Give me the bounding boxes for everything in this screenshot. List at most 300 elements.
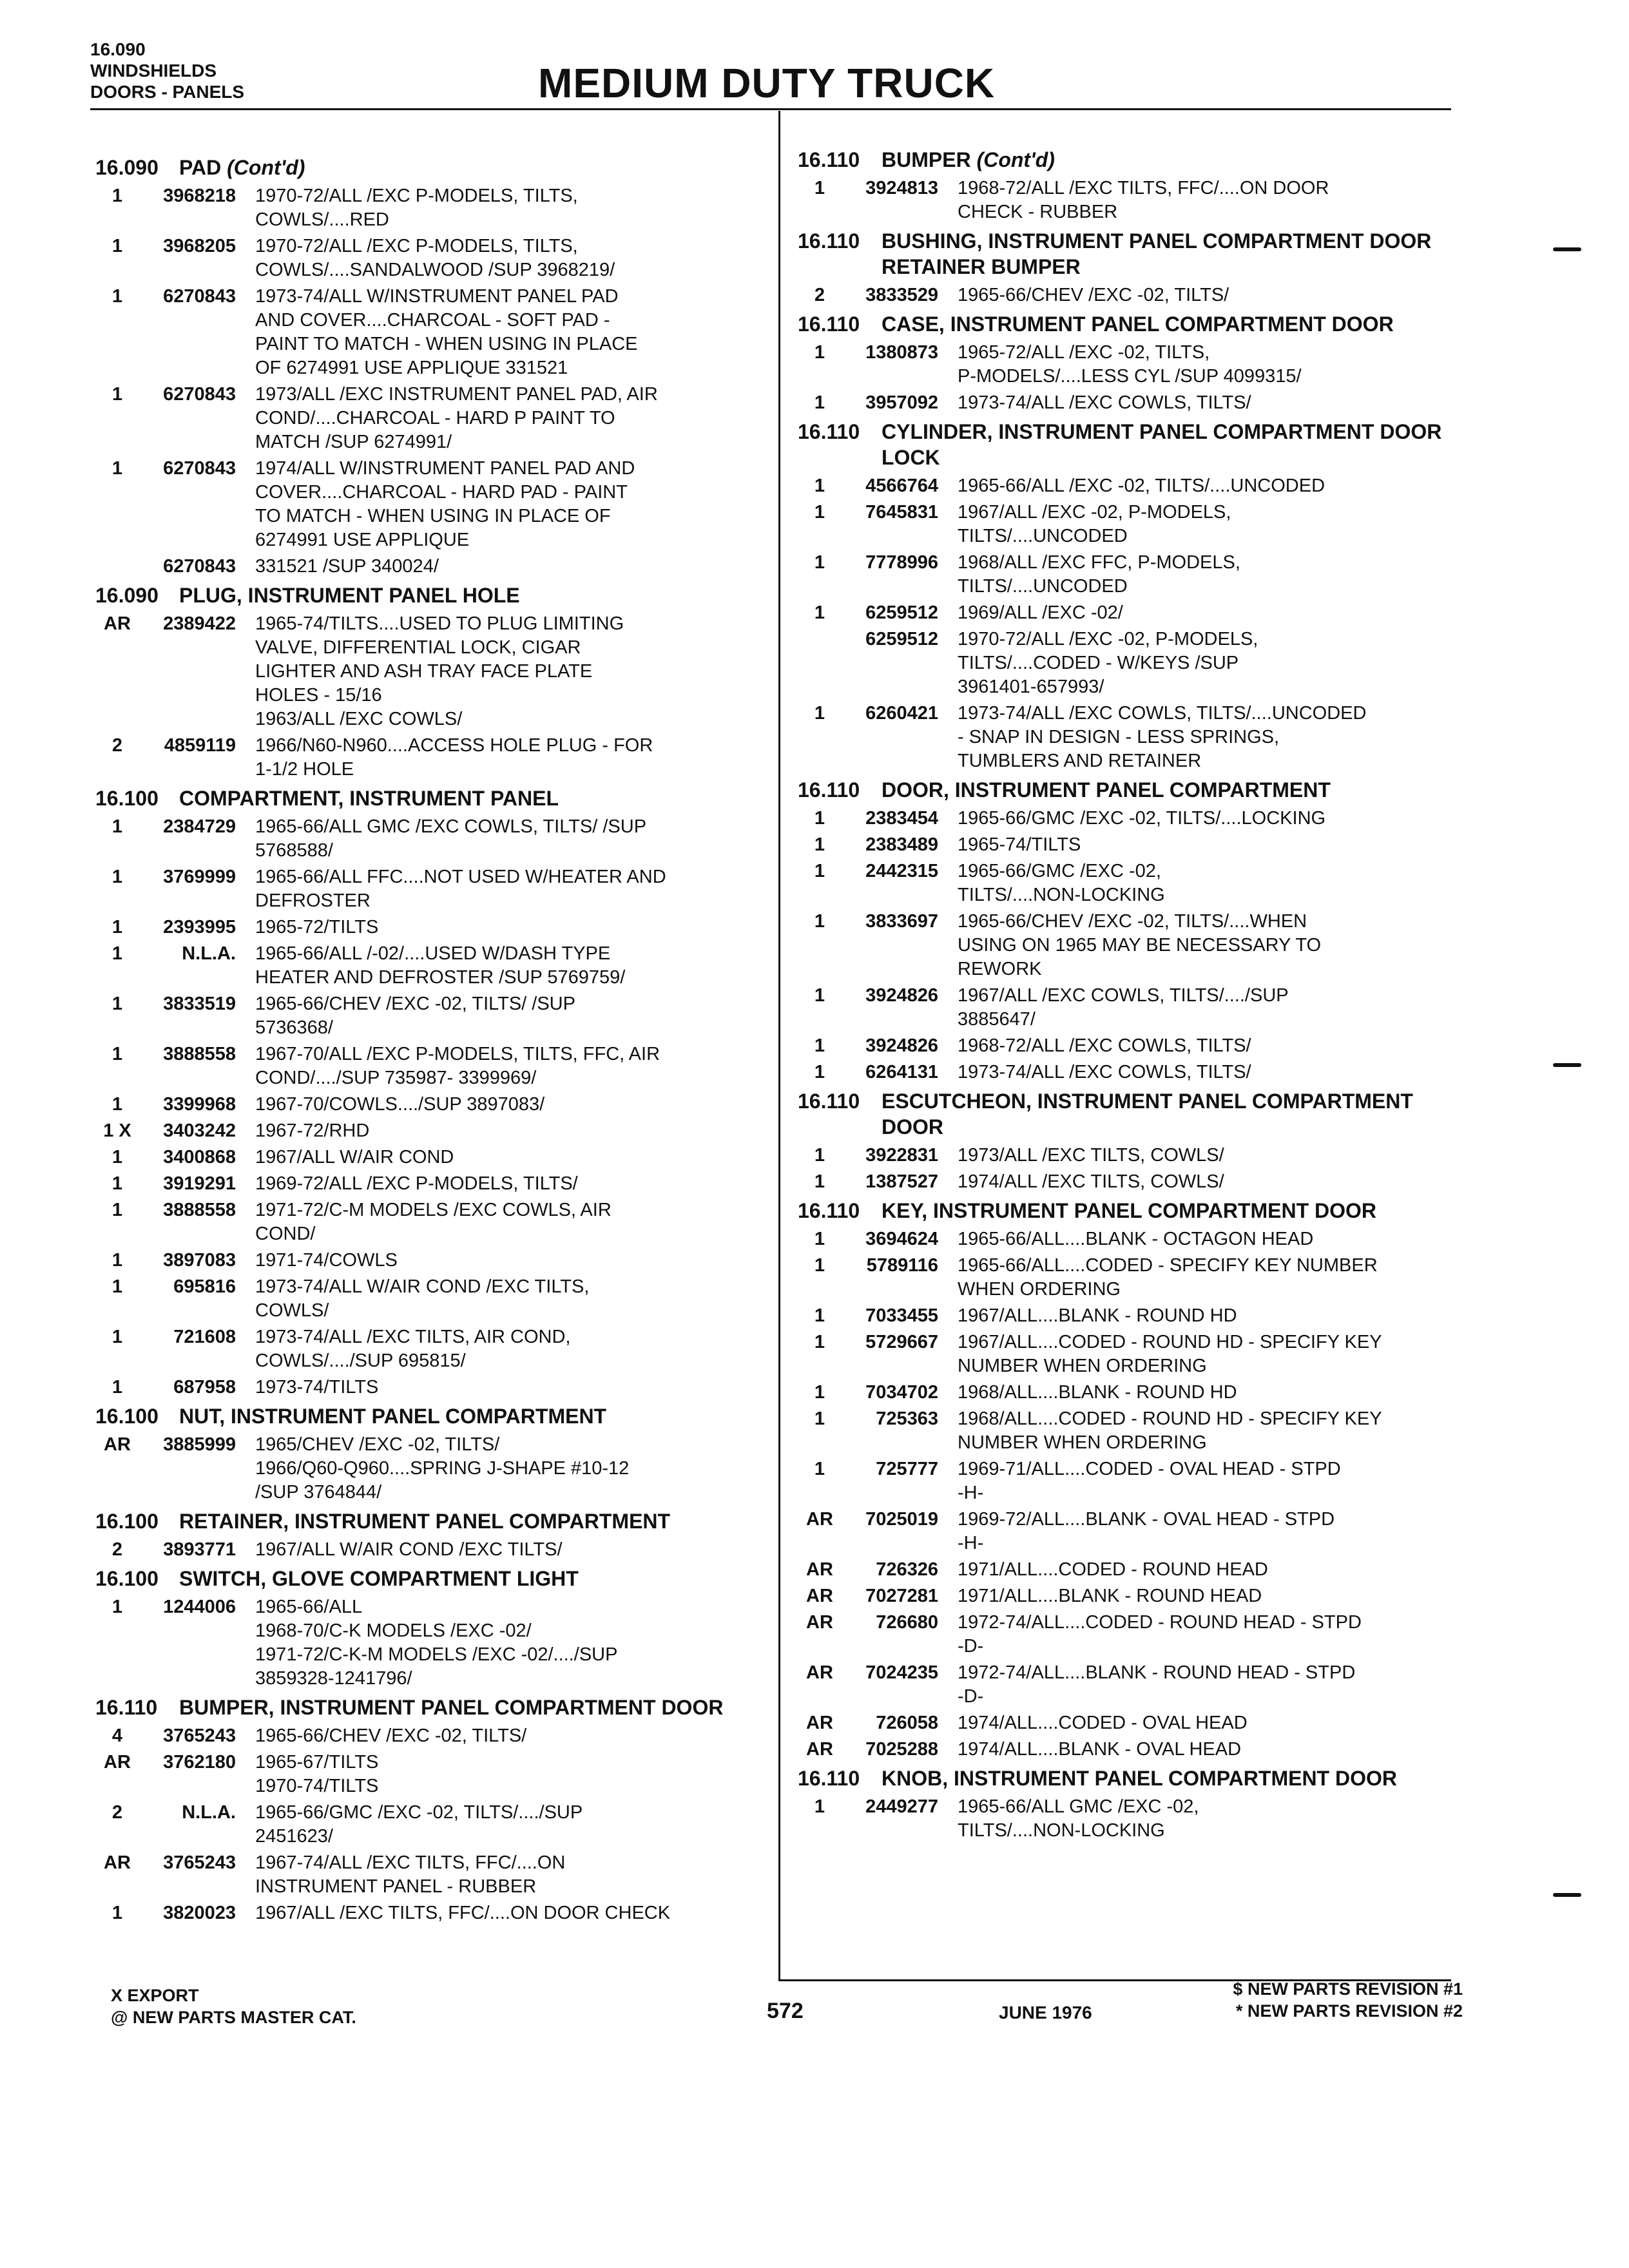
part-number: 7027281 <box>865 1586 938 1606</box>
header-category-line-2: DOORS - PANELS <box>90 82 245 102</box>
section-title: BUSHING, INSTRUMENT PANEL COMPARTMENT DOOR RETAINER BUMPER <box>882 229 1432 278</box>
part-qty: 1 <box>111 1276 123 1297</box>
part-row <box>798 628 1474 699</box>
section-code: 16.100 <box>95 1567 159 1590</box>
part-qty: 1 <box>111 1327 123 1347</box>
part-description: 1971/ALL....BLANK - ROUND HEAD <box>958 1586 1262 1606</box>
part-row <box>798 284 1474 307</box>
part-qty: 1 <box>111 1094 123 1115</box>
part-row <box>798 1144 1474 1168</box>
part-row <box>798 910 1474 981</box>
part-qty: 4 <box>111 1725 123 1746</box>
section-title: DOOR, INSTRUMENT PANEL COMPARTMENT <box>882 778 1331 802</box>
part-description: 1965-72/ALL /EXC -02, TILTS, P-MODELS/....LESS CYL /SUP 4099315/ <box>958 342 1302 387</box>
part-description: 1965-66/ALL....BLANK - OCTAGON HEAD <box>958 1229 1314 1249</box>
header-code: 16.090 <box>90 39 146 59</box>
part-qty: 1 <box>814 1408 825 1429</box>
part-number: 3769999 <box>163 867 236 887</box>
part-number: 3833697 <box>865 911 938 932</box>
part-description: 1965-74/TILTS....USED TO PLUG LIMITING VALVE, DIFFERENTIAL LOCK, CIGAR LIGHTER AND ASH TRAY FACE PLATE HOLES - 15/16 1963/ALL /EXC COWLS/ <box>255 613 624 729</box>
part-number: 2389422 <box>163 613 236 634</box>
part-description: 1973/ALL /EXC INSTRUMENT PANEL PAD, AIR COND/....CHARCOAL - HARD P PAINT TO MATCH /SUP 6274991/ <box>255 384 658 452</box>
section-code: 16.090 <box>95 584 159 607</box>
part-description: 1968-72/ALL /EXC TILTS, FFC/....ON DOOR CHECK - RUBBER <box>958 178 1329 222</box>
part-row <box>95 1751 772 1798</box>
part-row <box>798 1034 1474 1058</box>
section-code: 16.110 <box>798 229 860 253</box>
part-description: 1967/ALL....BLANK - ROUND HD <box>958 1305 1237 1326</box>
part-number: 5789116 <box>866 1255 938 1276</box>
part-qty: 1 <box>111 1147 123 1168</box>
header-category <box>90 39 244 102</box>
part-description: 1967-74/ALL /EXC TILTS, FFC/....ON INSTRUMENT PANEL - RUBBER <box>255 1852 566 1897</box>
part-number: 6270843 <box>163 556 236 577</box>
section-code: 16.090 <box>95 156 159 179</box>
part-row <box>798 1331 1474 1378</box>
part-qty: AR <box>104 1752 131 1773</box>
part-row <box>95 1595 772 1691</box>
catalog-section <box>798 1765 1474 1843</box>
section-title: KEY, INSTRUMENT PANEL COMPARTMENT DOOR <box>882 1199 1377 1222</box>
part-description: 1973-74/ALL W/AIR COND /EXC TILTS, COWLS/ <box>255 1276 590 1321</box>
part-row <box>95 1093 772 1117</box>
footer-date: JUNE 1976 <box>999 2003 1092 2023</box>
part-qty: 1 <box>814 342 825 363</box>
part-description: 1965-66/GMC /EXC -02, TILTS/..../SUP 2451623/ <box>255 1802 583 1847</box>
section-heading <box>798 1088 1474 1140</box>
part-description: 1973-74/ALL /EXC COWLS, TILTS/ <box>958 1062 1251 1082</box>
part-qty: 1 <box>111 917 123 937</box>
part-description: 331521 /SUP 340024/ <box>255 556 439 577</box>
part-qty: 1 <box>814 1229 825 1249</box>
part-qty: 2 <box>111 735 123 756</box>
part-number: 6260421 <box>865 703 938 724</box>
part-row <box>95 1801 772 1849</box>
part-number: 726326 <box>876 1559 938 1580</box>
part-number: 3694624 <box>865 1229 938 1249</box>
part-description: 1965-66/GMC /EXC -02, TILTS/....LOCKING <box>958 808 1326 829</box>
part-row <box>798 1795 1474 1843</box>
section-title: BUMPER <box>882 148 971 171</box>
part-qty: AR <box>806 1662 833 1683</box>
part-row <box>798 1558 1474 1582</box>
part-description: 1968/ALL /EXC FFC, P-MODELS, TILTS/....UNCODED <box>958 552 1240 597</box>
section-title: RETAINER, INSTRUMENT PANEL COMPARTMENT <box>179 1510 671 1533</box>
section-title: CYLINDER, INSTRUMENT PANEL COMPARTMENT DOOR LOCK <box>882 420 1442 469</box>
part-number: 3888558 <box>163 1200 236 1220</box>
part-description: 1965-67/TILTS 1970-74/TILTS <box>255 1752 379 1796</box>
footer-revision-1: $ NEW PARTS REVISION #1 <box>1233 1979 1463 1999</box>
section-code: 16.110 <box>798 778 860 802</box>
part-row <box>798 1407 1474 1455</box>
part-description: 1968/ALL....CODED - ROUND HD - SPECIFY KEY NUMBER WHEN ORDERING <box>958 1408 1382 1453</box>
part-number: 3820023 <box>163 1903 236 1923</box>
part-row <box>95 734 772 782</box>
part-number: 7025288 <box>865 1739 938 1760</box>
part-description: 1969-72/ALL /EXC P-MODELS, TILTS/ <box>255 1173 578 1194</box>
part-number: 2449277 <box>865 1796 938 1817</box>
part-row <box>95 1198 772 1246</box>
part-number: 3400868 <box>163 1147 236 1168</box>
part-row <box>798 1170 1474 1194</box>
part-number: 1244006 <box>163 1597 236 1617</box>
part-row <box>798 860 1474 907</box>
part-description: 1965-66/ALL /EXC -02, TILTS/....UNCODED <box>958 476 1325 496</box>
part-row <box>95 1249 772 1273</box>
part-qty <box>95 555 139 579</box>
section-title: ESCUTCHEON, INSTRUMENT PANEL COMPARTMENT DOOR <box>882 1090 1413 1139</box>
part-row <box>95 1901 772 1925</box>
part-row <box>95 1851 772 1899</box>
part-row <box>95 942 772 990</box>
section-heading <box>95 1403 772 1429</box>
section-code: 16.110 <box>798 420 860 443</box>
part-description: 1965-66/CHEV /EXC -02, TILTS/ <box>255 1725 527 1746</box>
margin-revision-mark <box>1553 247 1581 251</box>
part-qty: 1 <box>111 943 123 964</box>
section-title: NUT, INSTRUMENT PANEL COMPARTMENT <box>179 1405 607 1428</box>
section-heading <box>95 1508 772 1534</box>
part-row <box>798 1304 1474 1328</box>
part-row <box>798 984 1474 1032</box>
part-number: 725777 <box>876 1459 938 1479</box>
part-row <box>798 474 1474 498</box>
part-row <box>798 807 1474 831</box>
part-qty: AR <box>104 1434 131 1455</box>
footer-notes <box>111 1984 356 2028</box>
part-number: 2383454 <box>865 808 938 829</box>
part-description: 1974/ALL....CODED - OVAL HEAD <box>958 1713 1248 1733</box>
catalog-section <box>95 1566 772 1691</box>
part-number: 3968205 <box>163 236 236 256</box>
part-description: 1973-74/TILTS <box>255 1377 379 1398</box>
part-row <box>95 1119 772 1143</box>
part-number: 3968218 <box>163 186 236 206</box>
part-row <box>95 457 772 552</box>
section-heading <box>798 311 1474 337</box>
part-number: 6259512 <box>865 602 938 623</box>
part-row <box>95 235 772 282</box>
section-code: 16.100 <box>95 787 159 810</box>
footer-revision-2: * NEW PARTS REVISION #2 <box>1235 2001 1463 2021</box>
part-description: 1972-74/ALL....CODED - ROUND HEAD - STPD -D- <box>958 1612 1362 1657</box>
part-qty: 1 <box>814 808 825 829</box>
part-row <box>798 1457 1474 1505</box>
part-row <box>798 177 1474 224</box>
section-code: 16.110 <box>798 148 860 171</box>
catalog-section <box>95 785 772 1399</box>
part-row <box>798 1711 1474 1735</box>
part-row <box>95 1538 772 1562</box>
part-row <box>95 555 772 579</box>
part-number: 1387527 <box>865 1171 938 1192</box>
part-row <box>798 702 1474 773</box>
part-qty: AR <box>806 1612 833 1633</box>
margin-revision-mark <box>1553 1063 1581 1067</box>
section-code: 16.110 <box>798 1199 860 1222</box>
part-description: 1972-74/ALL....BLANK - ROUND HEAD - STPD -D- <box>958 1662 1356 1707</box>
part-row <box>798 341 1474 389</box>
part-qty: 2 <box>111 1539 123 1560</box>
section-heading <box>798 1765 1474 1791</box>
part-description: 1967-70/COWLS..../SUP 3897083/ <box>255 1094 545 1115</box>
section-heading <box>798 419 1474 470</box>
part-qty: 1 <box>814 985 825 1006</box>
part-description: 1970-72/ALL /EXC -02, P-MODELS, TILTS/....CODED - W/KEYS /SUP 3961401-657993/ <box>958 629 1258 697</box>
part-qty: 1 <box>111 816 123 837</box>
part-description: 1965/CHEV /EXC -02, TILTS/ 1966/Q60-Q960....SPRING J-SHAPE #10-12 /SUP 3764844/ <box>255 1434 630 1503</box>
page-title: MEDIUM DUTY TRUCK <box>538 60 996 106</box>
part-description: 1970-72/ALL /EXC P-MODELS, TILTS, COWLS/....RED <box>255 186 578 230</box>
part-qty: 1 <box>814 1062 825 1082</box>
part-number: 7033455 <box>865 1305 938 1326</box>
part-qty: AR <box>104 613 131 634</box>
section-heading <box>95 1695 772 1720</box>
part-description: 1965-72/TILTS <box>255 917 379 937</box>
footer-catalog-note: @ NEW PARTS MASTER CAT. <box>111 2008 356 2027</box>
part-description: 1967/ALL W/AIR COND /EXC TILTS/ <box>255 1539 563 1560</box>
part-number: 3924826 <box>865 1035 938 1056</box>
part-row <box>798 833 1474 857</box>
part-qty: 1 <box>111 186 123 206</box>
section-title: PAD <box>179 156 222 179</box>
part-number: 3833519 <box>163 994 236 1014</box>
part-number: 3765243 <box>163 1725 236 1746</box>
part-description: 1965-66/GMC /EXC -02, TILTS/....NON-LOCKING <box>958 861 1165 905</box>
part-description: 1971-72/C-M MODELS /EXC COWLS, AIR COND/ <box>255 1200 612 1244</box>
section-heading <box>95 155 772 180</box>
part-qty: 2 <box>814 285 825 305</box>
catalog-section <box>798 777 1474 1084</box>
part-number: 2442315 <box>865 861 938 881</box>
part-qty: 1 <box>814 552 825 573</box>
footer-revisions <box>1166 1978 1463 2022</box>
section-heading <box>798 147 1474 173</box>
part-number: 3833529 <box>865 285 938 305</box>
part-qty: 1 <box>814 178 825 198</box>
part-qty: 1 <box>814 861 825 881</box>
catalog-section <box>798 419 1474 773</box>
part-number: 2384729 <box>163 816 236 837</box>
catalog-section <box>798 147 1474 224</box>
part-number: 3957092 <box>865 392 938 413</box>
part-number: N.L.A. <box>182 943 236 964</box>
section-title: COMPARTMENT, INSTRUMENT PANEL <box>179 787 559 810</box>
part-number: 726058 <box>876 1713 938 1733</box>
section-code: 16.110 <box>798 1090 860 1113</box>
part-row <box>95 1724 772 1748</box>
part-qty: 1 <box>111 1044 123 1064</box>
part-description: 1974/ALL /EXC TILTS, COWLS/ <box>958 1171 1224 1192</box>
part-qty: 1 <box>111 286 123 307</box>
part-description: 1967-70/ALL /EXC P-MODELS, TILTS, FFC, AIR COND/..../SUP 735987- 3399969/ <box>255 1044 660 1088</box>
section-code: 16.100 <box>95 1510 159 1533</box>
part-qty: 1 <box>111 994 123 1014</box>
part-description: 1967/ALL /EXC -02, P-MODELS, TILTS/....UNCODED <box>958 502 1231 546</box>
part-number: 3888558 <box>163 1044 236 1064</box>
part-row <box>798 501 1474 548</box>
part-description: 1970-72/ALL /EXC P-MODELS, TILTS, COWLS/....SANDALWOOD /SUP 3968219/ <box>255 236 615 280</box>
part-number: 695816 <box>173 1276 236 1297</box>
part-description: 1965-74/TILTS <box>958 834 1081 855</box>
part-qty: 1 <box>814 1171 825 1192</box>
part-row <box>798 1227 1474 1251</box>
part-description: 1965-66/ALL 1968-70/C-K MODELS /EXC -02/ 1971-72/C-K-M MODELS /EXC -02/..../SUP 3859328-1241796/ <box>255 1597 618 1689</box>
part-number: 3922831 <box>865 1145 938 1166</box>
part-description: 1967/ALL W/AIR COND <box>255 1147 454 1168</box>
section-title: CASE, INSTRUMENT PANEL COMPARTMENT DOOR <box>882 312 1394 336</box>
part-number: N.L.A. <box>182 1802 236 1823</box>
catalog-section <box>798 228 1474 307</box>
part-description: 1973-74/ALL /EXC COWLS, TILTS/....UNCODED - SNAP IN DESIGN - LESS SPRINGS, TUMBLERS AND RETAINER <box>958 703 1367 771</box>
section-title: SWITCH, GLOVE COMPARTMENT LIGHT <box>179 1567 579 1590</box>
part-row <box>798 1584 1474 1608</box>
catalog-section <box>95 155 772 579</box>
part-qty: 1 <box>111 1597 123 1617</box>
section-code: 16.110 <box>798 1767 860 1790</box>
part-row <box>798 1381 1474 1405</box>
part-description: 1967/ALL /EXC TILTS, FFC/....ON DOOR CHECK <box>255 1903 671 1923</box>
part-qty: AR <box>104 1852 131 1873</box>
part-row <box>95 1043 772 1090</box>
section-title: PLUG, INSTRUMENT PANEL HOLE <box>179 584 520 607</box>
part-qty: 1 <box>814 1145 825 1166</box>
catalog-section <box>95 1403 772 1504</box>
part-number: 2393995 <box>163 917 236 937</box>
header-category-line-1: WINDSHIELDS <box>90 61 217 81</box>
part-row <box>95 992 772 1040</box>
catalog-section <box>798 311 1474 415</box>
part-description: 1973-74/ALL W/INSTRUMENT PANEL PAD AND COVER....CHARCOAL - SOFT PAD - PAINT TO MATCH - WHEN USING IN PLACE OF 6274991 USE APPLIQUE 331521 <box>255 286 638 378</box>
section-title: BUMPER, INSTRUMENT PANEL COMPARTMENT DOOR <box>179 1696 724 1719</box>
catalog-section <box>95 1695 772 1925</box>
part-row <box>95 184 772 232</box>
part-description: 1965-66/ALL GMC /EXC COWLS, TILTS/ /SUP 5768588/ <box>255 816 647 861</box>
part-description: 1965-66/ALL /-02/....USED W/DASH TYPE HEATER AND DEFROSTER /SUP 5769759/ <box>255 943 626 988</box>
section-code: 16.110 <box>95 1696 158 1719</box>
part-number: 3919291 <box>163 1173 236 1194</box>
section-heading <box>798 777 1474 803</box>
section-suffix: (Cont'd) <box>976 148 1055 171</box>
part-number: 3924826 <box>865 985 938 1006</box>
part-number: 6259512 <box>865 629 938 649</box>
part-number: 3885999 <box>163 1434 236 1455</box>
part-description: 1965-66/CHEV /EXC -02, TILTS/....WHEN USING ON 1965 MAY BE NECESSARY TO REWORK <box>958 911 1322 979</box>
part-qty: 1 X <box>103 1120 131 1141</box>
part-row <box>95 1146 772 1169</box>
part-description: 1969/ALL /EXC -02/ <box>958 602 1123 623</box>
section-heading <box>95 1566 772 1591</box>
part-row <box>798 601 1474 625</box>
part-description: 1965-66/CHEV /EXC -02, TILTS/ <box>958 285 1229 305</box>
part-row <box>798 391 1474 415</box>
part-qty: 1 <box>814 911 825 932</box>
part-number: 3893771 <box>163 1539 236 1560</box>
part-number: 721608 <box>173 1327 236 1347</box>
part-qty: 1 <box>111 1200 123 1220</box>
part-number: 3897083 <box>163 1250 236 1271</box>
part-description: 1966/N60-N960....ACCESS HOLE PLUG - FOR 1-1/2 HOLE <box>255 735 653 780</box>
part-description: 1971-74/COWLS <box>255 1250 398 1271</box>
catalog-section <box>95 1508 772 1562</box>
part-qty: AR <box>806 1739 833 1760</box>
part-row <box>95 383 772 454</box>
part-number: 3762180 <box>163 1752 236 1773</box>
part-qty: 1 <box>111 236 123 256</box>
part-row <box>95 285 772 380</box>
catalog-section <box>798 1088 1474 1194</box>
part-description: 1967/ALL /EXC COWLS, TILTS/..../SUP 3885647/ <box>958 985 1289 1030</box>
section-code: 16.100 <box>95 1405 159 1428</box>
part-row <box>95 1275 772 1323</box>
section-code: 16.110 <box>798 312 860 336</box>
part-number: 6270843 <box>163 458 236 479</box>
part-qty: 1 <box>111 458 123 479</box>
part-row <box>798 1061 1474 1084</box>
part-row <box>95 865 772 913</box>
part-qty: 1 <box>814 1305 825 1326</box>
column-divider <box>778 111 780 1979</box>
part-qty: 1 <box>814 1255 825 1276</box>
part-description: 1965-66/ALL....CODED - SPECIFY KEY NUMBER WHEN ORDERING <box>958 1255 1378 1300</box>
page-number: 572 <box>767 1999 804 2023</box>
part-qty: 1 <box>111 867 123 887</box>
section-heading <box>798 1198 1474 1224</box>
part-description: 1971/ALL....CODED - ROUND HEAD <box>958 1559 1268 1580</box>
part-row <box>798 1738 1474 1762</box>
part-description: 1965-66/CHEV /EXC -02, TILTS/ /SUP 5736368/ <box>255 994 575 1038</box>
part-row <box>95 1325 772 1373</box>
part-qty: 1 <box>814 392 825 413</box>
section-suffix: (Cont'd) <box>227 156 305 179</box>
margin-revision-mark <box>1553 1893 1581 1897</box>
part-qty: 1 <box>111 1173 123 1194</box>
catalog-section <box>798 1198 1474 1762</box>
section-heading <box>798 228 1474 280</box>
part-number: 687958 <box>173 1377 236 1398</box>
part-qty: 1 <box>111 1377 123 1398</box>
part-row <box>798 1508 1474 1555</box>
part-number: 1380873 <box>865 342 938 363</box>
part-row <box>798 1254 1474 1302</box>
left-column <box>95 155 772 1929</box>
part-number: 7645831 <box>865 502 938 523</box>
part-number: 725363 <box>876 1408 938 1429</box>
part-number: 4566764 <box>865 476 938 496</box>
part-number: 3924813 <box>865 178 938 198</box>
part-number: 7778996 <box>865 552 938 573</box>
part-description: 1968-72/ALL /EXC COWLS, TILTS/ <box>958 1035 1251 1056</box>
section-heading <box>95 785 772 811</box>
part-description: 1969-71/ALL....CODED - OVAL HEAD - STPD -H- <box>958 1459 1341 1503</box>
part-qty: 1 <box>814 703 825 724</box>
part-number: 2383489 <box>865 834 938 855</box>
part-description: 1968/ALL....BLANK - ROUND HD <box>958 1382 1237 1403</box>
part-qty: 1 <box>814 1382 825 1403</box>
part-number: 726680 <box>876 1612 938 1633</box>
part-qty: 1 <box>814 502 825 523</box>
part-description: 1969-72/ALL....BLANK - OVAL HEAD - STPD -H- <box>958 1509 1335 1553</box>
catalog-section <box>95 582 772 782</box>
part-description: 1974/ALL....BLANK - OVAL HEAD <box>958 1739 1242 1760</box>
part-row <box>798 551 1474 599</box>
part-row <box>95 815 772 863</box>
part-number: 7025019 <box>865 1509 938 1530</box>
part-qty: AR <box>806 1713 833 1733</box>
part-description: 1965-66/ALL FFC....NOT USED W/HEATER AND DEFROSTER <box>255 867 666 911</box>
part-number: 6270843 <box>163 286 236 307</box>
part-number: 4859119 <box>164 735 236 756</box>
